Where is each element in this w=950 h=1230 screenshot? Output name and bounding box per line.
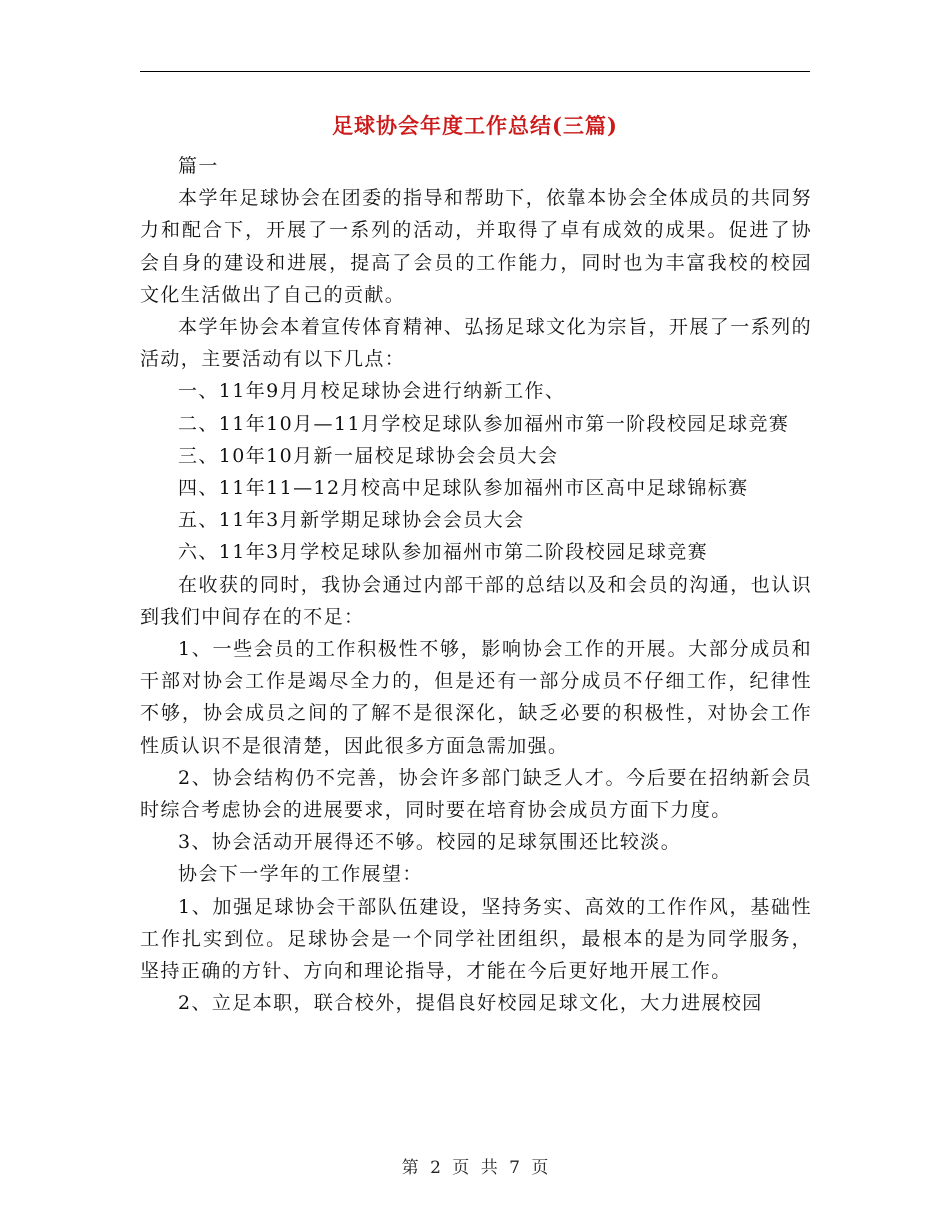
shortcoming-item: 2、协会结构仍不完善，协会许多部门缺乏人才。今后要在招纳新会员时综合考虑协会的进展要求，同时要在培育协会成员方面下力度。 [140, 766, 812, 822]
section-heading: 篇一 [178, 155, 219, 177]
activity-list-item: 二、11年10月—11月学校足球队参加福州市第一阶段校园足球竞赛 [178, 412, 790, 435]
section-subheading: 协会下一学年的工作展望： [178, 863, 423, 886]
body-paragraph: 本学年协会本着宣传体育精神、弘扬足球文化为宗旨，开展了一系列的活动，主要活动有以下几点： [140, 316, 812, 371]
shortcoming-item: 1、一些会员的工作积极性不够，影响协会工作的开展。大部分成员和干部对协会工作是竭尽全力的，但是还有一部分成员不仔细工作，纪律性不够，协会成员之间的了解不是很深化，缺乏必要的积极性，对协会工作性质认识不是很清楚，因此很多方面急需加强。 [140, 638, 812, 757]
body-paragraph: 在收获的同时，我协会通过内部干部的总结以及和会员的沟通，也认识到我们中间存在的不足： [140, 573, 812, 628]
activity-list-item: 四、11年11—12月校高中足球队参加福州市区高中足球锦标赛 [178, 477, 749, 500]
header-rule [140, 71, 810, 72]
activity-list-item: 六、11年3月学校足球队参加福州市第二阶段校园足球竞赛 [178, 541, 709, 564]
body-paragraph: 本学年足球协会在团委的指导和帮助下，依靠本协会全体成员的共同努力和配合下，开展了一系列的活动，并取得了卓有成效的成果。促进了协会自身的建设和进展，提高了会员的工作能力，同时也为丰富我校的校园文化生活做出了自己的贡献。 [140, 187, 812, 306]
activity-list-item: 三、10年10月新一届校足球协会会员大会 [178, 444, 559, 467]
shortcoming-item: 3、协会活动开展得还不够。校园的足球氛围还比较淡。 [178, 831, 682, 854]
page-number: 第 2 页 共 7 页 [401, 1158, 549, 1178]
activity-list-item: 一、11年9月月校足球协会进行纳新工作、 [178, 380, 566, 403]
activity-list-item: 五、11年3月新学期足球协会会员大会 [178, 509, 525, 532]
document-title: 足球协会年度工作总结(三篇) [332, 113, 618, 138]
outlook-item: 1、加强足球协会干部队伍建设，坚持务实、高效的工作作风，基础性工作扎实到位。足球协会是一个同学社团组织，最根本的是为同学服务，坚持正确的方针、方向和理论指导，才能在今后更好地开展工作。 [140, 895, 812, 983]
document-body [140, 150, 812, 1019]
outlook-item: 2、立足本职，联合校外，提倡良好校园足球文化，大力进展校园 [178, 992, 763, 1015]
